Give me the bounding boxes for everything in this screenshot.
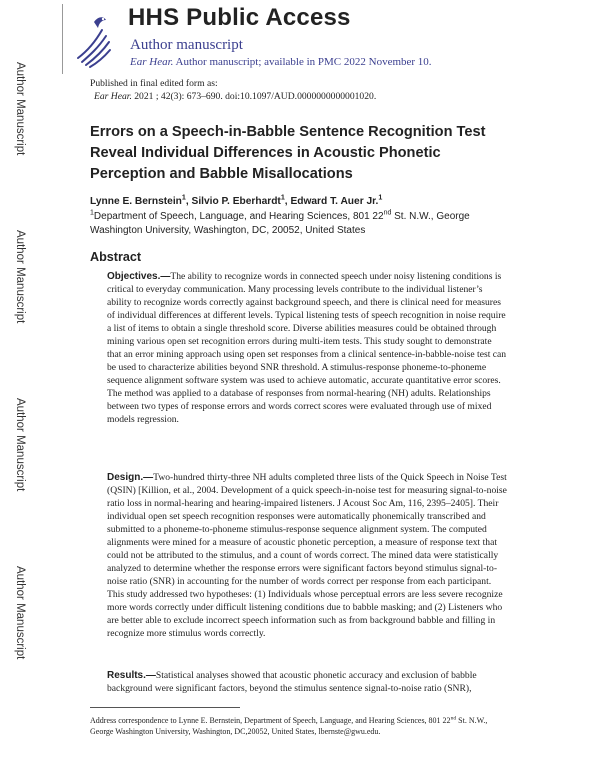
side-label-author-manuscript: Author Manuscript (14, 398, 26, 492)
side-label-author-manuscript: Author Manuscript (14, 62, 26, 156)
footnote-ordinal: nd (450, 715, 457, 722)
availability-text: Author manuscript; available in PMC 2022 November 10. (173, 56, 432, 68)
affiliation-text-cont: St. N.W., George Washington University, Washington, DC, 20052, United States (90, 211, 470, 236)
hhs-eagle-logo-icon (72, 8, 114, 70)
author-affil-marker: 1 (181, 193, 186, 202)
affiliation-marker: 1 (90, 209, 94, 217)
footnote-divider (90, 707, 240, 708)
availability-note (130, 56, 432, 68)
author-name: Silvio P. Eberhardt (191, 196, 281, 207)
abstract-design (107, 471, 507, 640)
abstract-objectives (107, 270, 507, 426)
objectives-text: The ability to recognize words in connected speech under noisy listening conditions is critical to everyday communication. Many processing levels contribute to the individual listener’s ability to recognize words correctly against background speech, and there is clinical need for measures of individual differences at different levels. Typical listening tests of speech recognition in noise require a list of items to obtain a single threshold score. Diverse abilities measures could be obtained through mining various open set recognition errors during multi-item tests. This study sought to demonstrate that an error mining approach using open set responses from a clinical sentence-in-babble-noise test can be used to characterize abilities beyond SNR threshold. A stimulus-response phoneme-to-phoneme sequence alignment software system was used to achieve automatic, accurate quantitative error scores. The method was applied to a database of responses from normal-hearing (NH) adults. Relationships between two types of response errors and words correct scores were evaluated through use of mixed models regression. (107, 271, 507, 425)
footnote-text: Address correspondence to Lynne E. Bernstein, Department of Speech, Language, and Hearing Sciences, 801 22 (90, 716, 451, 725)
results-text: Statistical analyses showed that acoustic phonetic accuracy and exclusion of babble background were significant factors, beyond the stimulus sentence signal-to-noise ratio (SNR), (107, 670, 477, 694)
header-divider (62, 4, 63, 74)
ordinal-suffix: nd (383, 209, 392, 217)
author-separator: , (284, 196, 291, 207)
abstract-results (107, 669, 507, 695)
author-list (90, 193, 383, 207)
article-title: Errors on a Speech-in-Babble Sentence Recognition Test Reveal Individual Differences in Acoustic Phonetic Perception and Babble Misallocations (90, 124, 486, 182)
author-manuscript-subtitle: Author manuscript (130, 37, 243, 53)
citation-details: 2021 ; 42(3): 673–690. doi:10.1097/AUD.0000000000001020. (131, 91, 377, 102)
objectives-label: Objectives.— (107, 271, 171, 282)
citation (90, 90, 376, 103)
author-name: Lynne E. Bernstein (90, 196, 182, 207)
side-label-author-manuscript: Author Manuscript (14, 230, 26, 324)
journal-abbrev: Ear Hear. (130, 56, 174, 68)
hhs-public-access-title: HHS Public Access (128, 4, 351, 31)
author-separator: , (185, 196, 192, 207)
correspondence-footnote (90, 716, 510, 737)
publication-info (90, 77, 376, 103)
footnote-text-cont: St. N.W., George Washington University, Washington, DC,20052, United States, lbernste@gwu.edu. (90, 716, 488, 736)
author-affil-marker: 1 (280, 193, 285, 202)
affiliation-text: Department of Speech, Language, and Hearing Sciences, 801 22 (93, 211, 384, 222)
author-name: Edward T. Auer Jr. (290, 196, 379, 207)
results-label: Results.— (107, 670, 156, 681)
author-affil-marker: 1 (378, 193, 383, 202)
design-label: Design.— (107, 472, 154, 483)
published-label: Published in final edited form as: (90, 78, 218, 89)
citation-journal: Ear Hear. (94, 91, 132, 102)
abstract-heading: Abstract (90, 250, 142, 264)
side-label-author-manuscript: Author Manuscript (14, 566, 26, 660)
design-text: Two-hundred thirty-three NH adults completed three lists of the Quick Speech in Noise Test (QSIN) [Killion, et al., 2004. Development of a quick speech-in-noise test for measuring signal-to-noise ratio loss in normal-hearing and hearing-impaired listeners. J Acoust Soc Am, 116, 2395–2405]. Their individual open set speech recognition responses were automatically phonemically transcribed and submitted to a phoneme-to-phoneme stimulus-response sequence alignment system. The computed alignments were mined for a measure of acoustic phonetic perception, a measure of response text that could not be attributed to the stimulus, and a count of words correct. The mined data were statistically analyzed to determine whether the response errors were significant factors beyond stimulus signal-to-noise ratio (SNR) in accounting for the number of words correct per response from each participant. This study addressed two hypotheses: (1) Individuals whose perceptual errors are less severe recognize more words correctly under difficult listening conditions due to babble masking; and (2) Listeners who are better able to exclude incorrect speech information such as from background babble and filling in recognize more stimulus words correctly. (107, 472, 507, 639)
affiliation (90, 210, 510, 238)
